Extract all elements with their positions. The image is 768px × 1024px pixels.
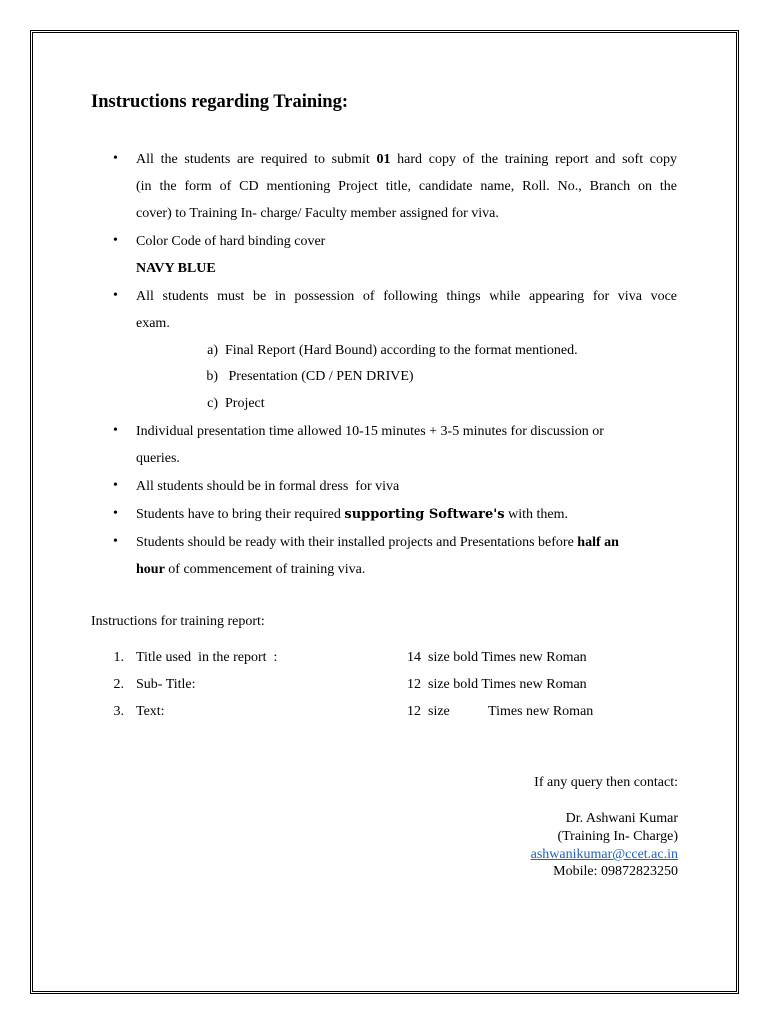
- bullet-1-line-1: All the students are required to submit 01 hard copy of the training report and soft copy: [136, 152, 677, 167]
- bullet-7-line-1: Students should be ready with their installed projects and Presentations before half an: [136, 535, 619, 550]
- report-item-label: Title used in the report :: [136, 650, 278, 665]
- bullet-icon: •: [113, 423, 118, 438]
- contact-mobile: Mobile: 09872823250: [553, 864, 678, 879]
- report-item-value: 12 size bold Times new Roman: [407, 677, 587, 692]
- contact-email-link[interactable]: ashwanikumar@ccet.ac.in: [530, 847, 678, 862]
- bullet-4-line-2: queries.: [136, 451, 180, 466]
- contact-role: (Training In- Charge): [557, 829, 678, 844]
- bullet-3-line-2: exam.: [136, 316, 170, 331]
- report-item-value: 12 size Times new Roman: [407, 704, 594, 719]
- contact-name: Dr. Ashwani Kumar: [565, 811, 678, 826]
- bullet-1-line-2: (in the form of CD mentioning Project title, candidate name, Roll. No., Branch on the: [136, 179, 677, 194]
- bullet-7-line-2: hour of commencement of training viva.: [136, 562, 366, 577]
- bullet-icon: •: [113, 151, 118, 166]
- contact-intro: If any query then contact:: [534, 775, 678, 790]
- sub-item-b: b) Presentation (CD / PEN DRIVE): [206, 369, 414, 384]
- sub-item-c: c) Project: [207, 396, 265, 411]
- bullet-icon: •: [113, 478, 118, 493]
- bullet-5-line-1: All students should be in formal dress for viva: [136, 479, 400, 494]
- bullet-icon: •: [113, 534, 118, 549]
- report-item-number: 1.: [113, 650, 124, 665]
- color-code-value: NAVY BLUE: [136, 261, 216, 276]
- bullet-icon: •: [113, 288, 118, 303]
- bullet-3-line-1: All students must be in possession of following things while appearing for viva voce: [136, 289, 677, 304]
- report-heading: Instructions for training report:: [91, 614, 265, 629]
- bullet-2-line-1: Color Code of hard binding cover: [136, 234, 326, 249]
- bullet-1-line-3: cover) to Training In- charge/ Faculty member assigned for viva.: [136, 206, 499, 221]
- report-item-value: 14 size bold Times new Roman: [407, 650, 587, 665]
- page-title: Instructions regarding Training:: [91, 92, 348, 112]
- bullet-icon: •: [113, 506, 118, 521]
- bullet-6-line-1: Students have to bring their required supporting Software's with them.: [136, 507, 568, 522]
- report-item-label: Text:: [136, 704, 165, 719]
- bullet-icon: •: [113, 233, 118, 248]
- report-item-number: 3.: [113, 704, 124, 719]
- report-item-label: Sub- Title:: [136, 677, 196, 692]
- report-item-number: 2.: [113, 677, 124, 692]
- bullet-4-line-1: Individual presentation time allowed 10-15 minutes + 3-5 minutes for discussion or: [136, 424, 604, 439]
- sub-item-a: a) Final Report (Hard Bound) according to the format mentioned.: [207, 343, 578, 358]
